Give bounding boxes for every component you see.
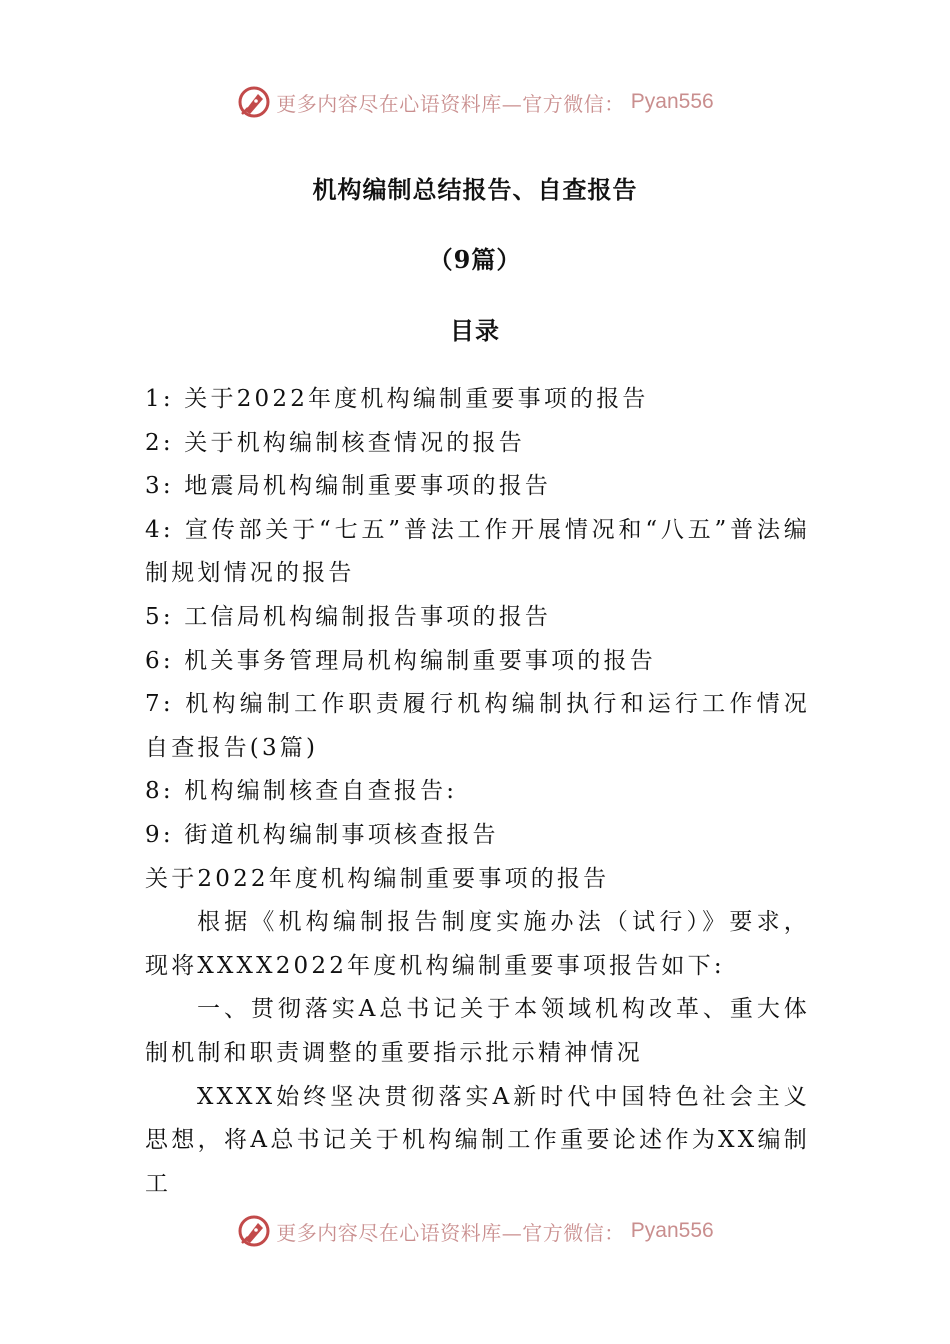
- toc-item-8: 8: 机构编制核查自查报告:: [145, 778, 458, 805]
- toc-item-5: 5: 工信局机构编制报告事项的报告: [145, 603, 552, 630]
- toc-item-2: 2: 关于机构编制核查情况的报告: [145, 429, 525, 456]
- toc-item-1: 1: 关于2022年度机构编制重要事项的报告: [145, 386, 649, 412]
- pen-nib-circle-icon: [236, 84, 272, 120]
- watermark-banner-top: [0, 82, 950, 122]
- section-title: 关于2022年度机构编制重要事项的报告: [145, 865, 610, 892]
- toc-item-3: 3: 地震局机构编制重要事项的报告: [145, 473, 552, 500]
- toc-item-6: 6: 机关事务管理局机构编制重要事项的报告: [145, 647, 656, 674]
- watermark-banner-bottom: [0, 1211, 950, 1251]
- paragraph-1: 根据《机构编制报告制度实施办法（试行）》要求，现将XXXX2022年度机构编制重要事项报告如下:: [145, 909, 810, 979]
- pen-nib-circle-icon: [236, 1213, 272, 1249]
- toc-item-7: 7: 机构编制工作职责履行机构编制执行和运行工作情况自查报告(3篇): [145, 691, 810, 761]
- wechat-id: Pyan556: [630, 1219, 714, 1242]
- wechat-id: Pyan556: [630, 90, 714, 113]
- watermark-text: 更多内容尽在心语资料库—官方微信：: [276, 91, 625, 116]
- document-count: （9篇）: [428, 245, 522, 274]
- document-body: [145, 378, 810, 1206]
- toc-item-9: 9: 街道机构编制事项核查报告: [145, 821, 499, 848]
- document-title: 机构编制总结报告、自查报告: [312, 175, 638, 204]
- paragraph-3: XXXX始终坚决贯彻落实A新时代中国特色社会主义思想，将A总书记关于机构编制工作重要论述作为XX编制工: [145, 1083, 810, 1197]
- watermark-text: 更多内容尽在心语资料库—官方微信：: [276, 1220, 625, 1245]
- toc-item-4: 4: 宣传部关于“七五”普法工作开展情况和“八五”普法编制规划情况的报告: [145, 516, 810, 587]
- paragraph-2: 一、贯彻落实A总书记关于本领域机构改革、重大体制机制和职责调整的重要指示批示精神情况: [145, 996, 810, 1066]
- toc-heading: 目录: [450, 316, 500, 345]
